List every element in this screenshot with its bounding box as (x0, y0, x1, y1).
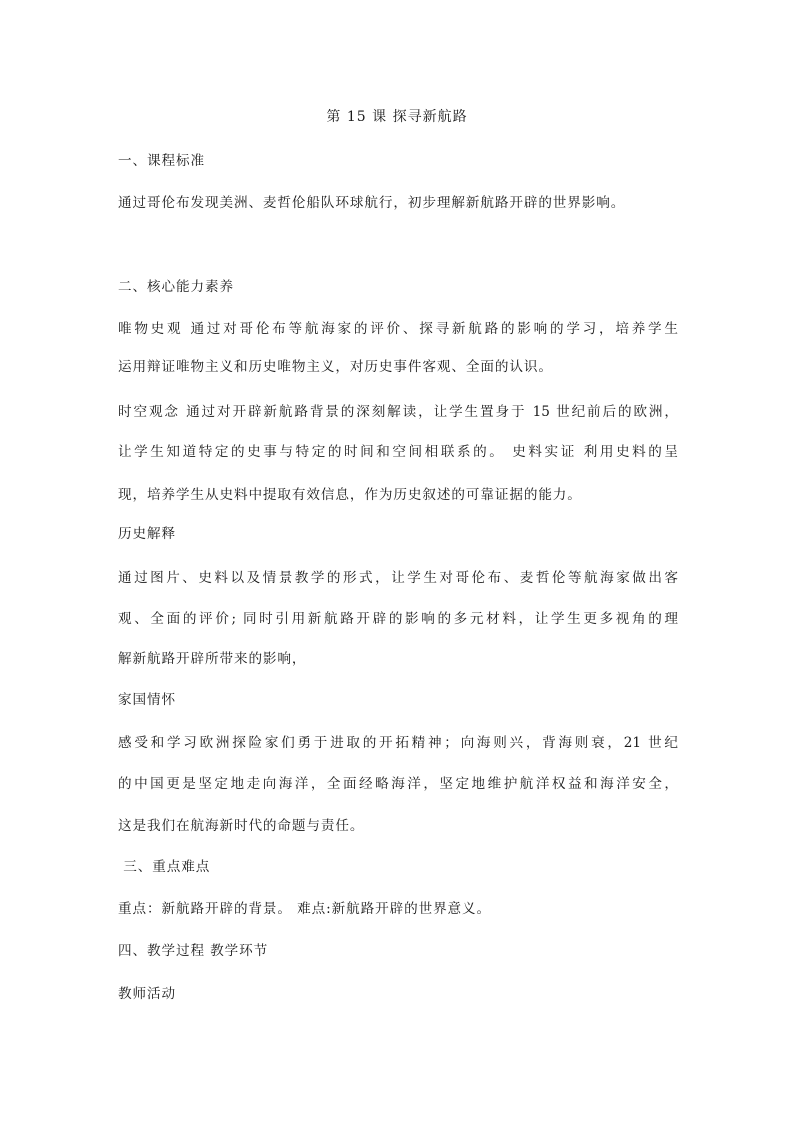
section-heading-teaching-process: 四、教学过程 教学环节 (118, 943, 269, 959)
paragraph-line: 重点：新航路开辟的背景。 难点:新航路开辟的世界意义。 (118, 901, 492, 917)
paragraph-line: 解新航路开辟所带来的影响， (118, 651, 307, 667)
paragraph-line: 唯物史观 通过对哥伦布等航海家的评价、探寻新航路的影响的学习，培养学生 (118, 321, 678, 337)
paragraph-line: 观、全面的评价; 同时引用新航路开辟的影响的多元材料，让学生更多视角的理 (118, 611, 678, 627)
paragraph-line: 运用辩证唯物主义和历史唯物主义，对历史事件客观、全面的认识。 (118, 359, 553, 375)
paragraph-line: 现，培养学生从史料中提取有效信息，作为历史叙述的可靠证据的能力。 (118, 487, 582, 503)
subheading-teacher-activity: 教师活动 (118, 986, 176, 1002)
subheading-historical-interpretation: 历史解释 (118, 526, 176, 542)
paragraph-line: 通过哥伦布发现美洲、麦哲伦船队环球航行，初步理解新航路开辟的世界影响。 (118, 195, 626, 211)
subheading-patriotism: 家国情怀 (118, 692, 176, 708)
paragraph-line: 感受和学习欧洲探险家们勇于进取的开拓精神；向海则兴，背海则衰，21 世纪 (118, 735, 678, 751)
paragraph-line: 这是我们在航海新时代的命题与责任。 (118, 818, 365, 834)
lesson-title: 第 15 课 探寻新航路 (326, 109, 468, 125)
section-heading-core-competency: 二、核心能力素养 (118, 279, 234, 295)
section-heading-key-points: 三、重点难点 (118, 859, 211, 875)
paragraph-line: 的中国更是坚定地走向海洋，全面经略海洋，坚定地维护航洋权益和海洋安全， (118, 776, 678, 792)
paragraph-line: 让学生知道特定的史事与特定的时间和空间相联系的。 史料实证 利用史料的呈 (118, 444, 678, 460)
section-heading-course-standard: 一、课程标准 (118, 153, 205, 169)
paragraph-line: 通过图片、史料以及情景教学的形式，让学生对哥伦布、麦哲伦等航海家做出客 (118, 570, 678, 586)
paragraph-line: 时空观念 通过对开辟新航路背景的深刻解读，让学生置身于 15 世纪前后的欧洲， (118, 404, 678, 420)
